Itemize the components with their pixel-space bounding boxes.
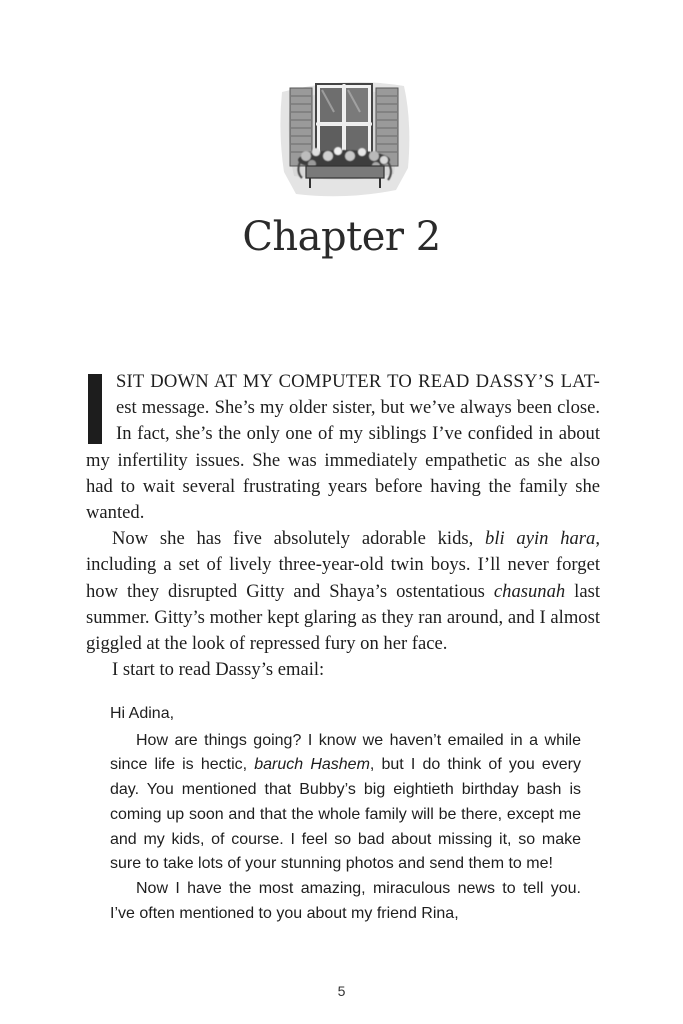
email-paragraph-2: Now I have the most amazing, miraculous news to tell you. I’ve often mentioned to you about my friend Rina,	[110, 879, 581, 922]
email-paragraph-1	[110, 729, 581, 877]
paragraph-2-italic-2: chasunah	[493, 580, 566, 602]
paragraph-1-rest: est message. She’s my older sister, but we’ve always been close. In fact, she’s the only one of my siblings I’ve confided in about my infertility issues. She was immediately empathetic as she also had to wait several frustrating years before having the family she wanted.	[86, 397, 600, 524]
paragraph-2-text-c: last summer. Gitty’s mother kept glaring as they ran around, and I almost giggled at the look of repressed fury on her face.	[86, 580, 600, 655]
paragraph-2-text-b: , including a set of lively three-year-old twin boys. I’ll never forget how they disrupted Gitty and Shaya’s ostentatious	[86, 528, 600, 602]
drop-cap-i-glyph	[88, 374, 102, 444]
paragraph-1-lead: SIT DOWN AT MY COMPUTER TO READ DASSY’S LAT-	[116, 371, 600, 392]
chapter-title: Chapter 2	[242, 214, 441, 260]
email-text	[110, 702, 581, 926]
email-paragraph-1-text-a: How are things going? I know we haven’t emailed in a while since life is hectic,	[110, 731, 581, 774]
email-greeting: Hi Adina,	[110, 705, 175, 722]
email-paragraph-1-text-b: , but I do think of you every day. You mentioned that Bubby’s big eightieth birthday bash is coming up soon and that the whole family will be there, except me and my kids, of course. I feel so bad about missing it, so make sure to take lots of your stunning photos and send them to me!	[110, 756, 582, 873]
email-paragraph-1-italic: baruch Hashem	[254, 756, 370, 774]
window-with-flower-box-illustration	[276, 72, 412, 202]
page-number: 5	[337, 983, 346, 999]
paragraph-1	[86, 369, 600, 526]
paragraph-2-text-a: Now she has five absolutely adorable kids,	[112, 528, 486, 550]
paragraph-3: I start to read Dassy’s email:	[112, 659, 325, 681]
narrative-text	[86, 369, 600, 683]
paragraph-2-italic-1: bli ayin hara	[485, 528, 596, 550]
paragraph-2	[86, 526, 600, 657]
